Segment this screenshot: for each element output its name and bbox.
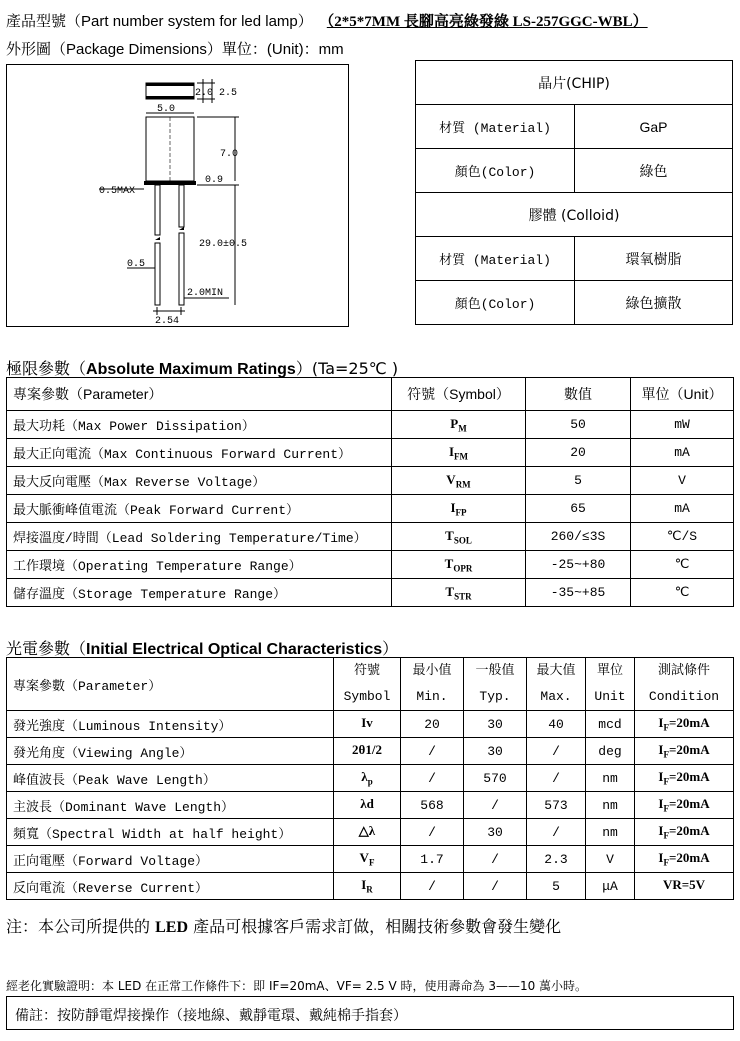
top-view-band [146,83,194,86]
aging-note: 經老化實驗證明：本 LED 在正常工作條件下：即 IF=20mA、VF= 2.5 V 時，使用壽命為 3——10 萬小時。 [6,979,588,993]
amr-table [6,377,734,607]
table-row [7,579,734,607]
eoc-condition: VR=5V [635,873,734,900]
amr-param: 最大反向電壓（Max Reverse Voltage） [7,467,392,495]
eoc-param: 主波長（Dominant Wave Length） [7,792,334,819]
eoc-param: 頻寬（Spectral Width at half height） [7,819,334,846]
eoc-unit: μA [586,873,635,900]
amr-symbol: $I_{FM}$ [392,439,526,467]
amr-unit: ℃ [631,551,734,579]
eoc-condition: $I_F=20mA$ [635,765,734,792]
dim-flange: 0.5MAX [99,186,136,197]
eoc-header-condition: 測試條件 Condition [635,658,734,711]
colloid-material: 環氧樹脂 [575,237,733,281]
eoc-max: 573 [527,792,586,819]
chip-material: GaP [575,105,733,149]
amr-title: 極限參數（Absolute Maximum Ratings）(Ta=25℃ ) [6,359,399,378]
eoc-symbol: Iv [334,711,401,738]
amr-body [7,411,734,607]
eoc-unit: deg [586,738,635,765]
eoc-header-max: 最大值 Max. [527,658,586,711]
amr-param: 最大正向電流（Max Continuous Forward Current） [7,439,392,467]
amr-unit: ℃ [631,579,734,607]
chip-color: 綠色 [575,149,733,193]
dim-width: 5.0 [157,104,176,115]
table-row [7,819,734,846]
eoc-max: / [527,765,586,792]
eoc-condition: $I_F=20mA$ [635,738,734,765]
model-number: （2*5*7MM 長腳高亮綠發綠 LS-257GGC-WBL） [326,14,648,30]
dim-body-height: 7.0 [220,149,239,160]
amr-header-symbol: 符號（Symbol） [392,378,526,411]
colloid-header: 膠體 (Colloid) [416,193,733,237]
amr-unit: mA [631,439,734,467]
chip-color-label: 顏色(Color) [416,149,575,193]
eoc-table [6,657,734,900]
eoc-min: 568 [401,792,464,819]
eoc-min: 20 [401,711,464,738]
amr-unit: mA [631,495,734,523]
table-row [7,467,734,495]
customization-note: 注：本公司所提供的 LED 產品可根據客戶需求訂做，相關技術參數會發生變化 [6,917,562,936]
eoc-param: 發光角度（Viewing Angle） [7,738,334,765]
amr-header-value: 數值 [526,378,631,411]
eoc-max: / [527,738,586,765]
table-row [7,523,734,551]
eoc-min: / [401,738,464,765]
amr-value: 50 [526,411,631,439]
eoc-min: 1.7 [401,846,464,873]
dim-top-a: 2.0 [195,88,214,99]
remark-box: 備註：按防靜電焊接操作（接地線、戴靜電環、戴純棉手指套） [6,996,734,1030]
dim-lead-length: 29.0±0.5 [199,239,248,250]
eoc-unit: nm [586,765,635,792]
eoc-header-symbol: 符號 Symbol [334,658,401,711]
amr-value: 5 [526,467,631,495]
eoc-symbol: $V_F$ [334,846,401,873]
amr-param: 工作環境（Operating Temperature Range） [7,551,392,579]
amr-value: 65 [526,495,631,523]
eoc-unit: V [586,846,635,873]
eoc-max: 2.3 [527,846,586,873]
table-row [7,495,734,523]
dim-lead-width: 0.5 [127,259,146,270]
eoc-header-param: 專案參數（Parameter） [7,658,334,711]
amr-value: -35~+85 [526,579,631,607]
table-row [7,411,734,439]
amr-symbol: $V_{RM}$ [392,467,526,495]
amr-symbol: $T_{STR}$ [392,579,526,607]
dim-pitch: 2.54 [155,316,180,326]
amr-param: 焊接溫度/時間（Lead Soldering Temperature/Time） [7,523,392,551]
eoc-symbol: λd [334,792,401,819]
dim-top-b: 2.5 [219,88,238,99]
eoc-typ: 30 [464,738,527,765]
amr-symbol: $T_{SOL}$ [392,523,526,551]
amr-unit: mW [631,411,734,439]
eoc-condition: $I_F=20mA$ [635,792,734,819]
eoc-typ: 570 [464,765,527,792]
doc-title: 產品型號（Part number system for led lamp） （2*5*7MM 長腳高亮綠發綠 LS-257GGC-WBL） [6,12,648,30]
table-row [7,551,734,579]
eoc-typ: / [464,792,527,819]
eoc-unit: nm [586,819,635,846]
amr-header-param: 專案參數（Parameter） [7,378,392,411]
amr-value: -25~+80 [526,551,631,579]
eoc-unit: nm [586,792,635,819]
chip-header: 晶片(CHIP) [416,61,733,105]
eoc-body [7,711,734,900]
eoc-condition: $I_F=20mA$ [635,819,734,846]
colloid-material-label: 材質 (Material) [416,237,575,281]
eoc-symbol: $\lambda_p$ [334,765,401,792]
table-row [7,873,734,900]
table-row [7,711,734,738]
amr-param: 最大功耗（Max Power Dissipation） [7,411,392,439]
amr-header-unit: 單位（Unit） [631,378,734,411]
flange [144,181,196,185]
eoc-min: / [401,819,464,846]
eoc-typ: 30 [464,711,527,738]
dim-min: 2.0MIN [187,288,224,299]
eoc-symbol: 2θ1/2 [334,738,401,765]
eoc-symbol: $I_R$ [334,873,401,900]
eoc-title: 光電參數（Initial Electrical Optical Characteristics） [6,639,399,658]
eoc-header-typ: 一般值 Typ. [464,658,527,711]
table-row [7,765,734,792]
table-row [7,846,734,873]
package-title: 外形圖（Package Dimensions）單位：(Unit)：mm [6,41,344,58]
eoc-param: 峰值波長（Peak Wave Length） [7,765,334,792]
eoc-max: 5 [527,873,586,900]
dim-lead-gap: 0.9 [205,175,224,186]
eoc-typ: / [464,873,527,900]
amr-symbol: $P_M$ [392,411,526,439]
chip-material-label: 材質 (Material) [416,105,575,149]
eoc-header-unit: 單位 Unit [586,658,635,711]
amr-param: 儲存溫度（Storage Temperature Range） [7,579,392,607]
eoc-condition: $I_F=20mA$ [635,846,734,873]
table-row [7,439,734,467]
lead-right [179,185,184,227]
table-row [7,792,734,819]
eoc-param: 發光強度（Luminous Intensity） [7,711,334,738]
amr-unit: V [631,467,734,495]
amr-value: 20 [526,439,631,467]
amr-symbol: $T_{OPR}$ [392,551,526,579]
eoc-max: 40 [527,711,586,738]
amr-param: 最大脈衝峰值電流（Peak Forward Current） [7,495,392,523]
title-english: Part number system for led lamp [81,13,298,30]
eoc-symbol: △λ [334,819,401,846]
package-drawing [6,64,349,327]
eoc-min: / [401,765,464,792]
amr-unit: ℃/S [631,523,734,551]
colloid-color-label: 顏色(Color) [416,281,575,325]
eoc-max: / [527,819,586,846]
eoc-min: / [401,873,464,900]
eoc-param: 反向電流（Reverse Current） [7,873,334,900]
package-dimension-diagram [7,65,348,326]
lead-left [155,185,160,235]
eoc-condition: $I_F=20mA$ [635,711,734,738]
chip-table [415,60,733,325]
table-row [7,738,734,765]
colloid-color: 綠色擴散 [575,281,733,325]
eoc-typ: / [464,846,527,873]
eoc-unit: mcd [586,711,635,738]
amr-symbol: $I_{FP}$ [392,495,526,523]
amr-value: 260/≤3S [526,523,631,551]
eoc-typ: 30 [464,819,527,846]
eoc-param: 正向電壓（Forward Voltage） [7,846,334,873]
eoc-header-min: 最小值 Min. [401,658,464,711]
